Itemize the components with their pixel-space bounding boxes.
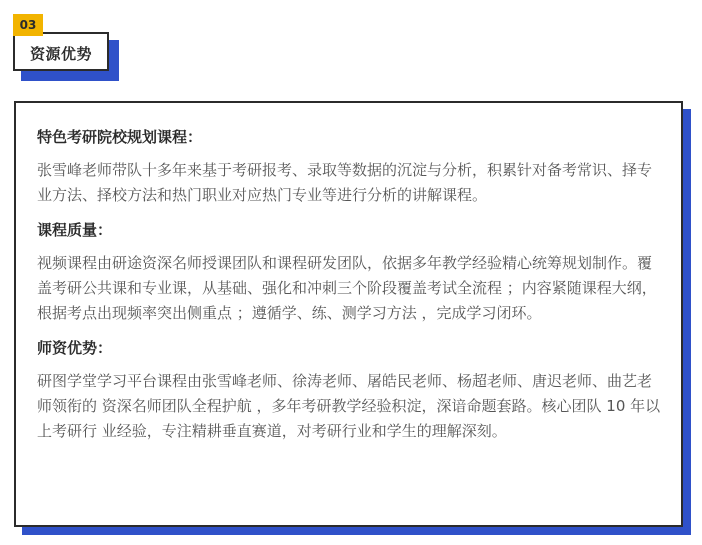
section-text-faculty: 研图学堂学习平台课程由张雪峰老师、徐涛老师、屠皓民老师、杨超老师、唐迟老师、曲艺老师领衔的 资深名师团队全程护航 ，多年考研教学经验积淀，深谙命题套路。核心团队 10 年以上考研行 业经验，专注精耕垂直赛道，对考研行业和学生的理解深刻。 xyxy=(37,372,661,440)
content-panel xyxy=(14,101,683,527)
section-heading-planning-course: 特色考研院校规划课程： xyxy=(37,128,203,146)
section-heading-faculty: 师资优势： xyxy=(37,339,113,357)
section-number-badge: 03 xyxy=(13,14,43,36)
section-tag-title: 资源优势 xyxy=(29,45,92,63)
section-text-course-quality: 视频课程由研途资深名师授课团队和课程研发团队，依据多年教学经验精心统筹规划制作。覆盖考研公共课和专业课，从基础、强化和冲刺三个阶段覆盖考试全流程 ；内容紧随课程大纲，根据考点出现频率突出侧重点 ；遵循学、练、测学习方法 ，完成学习闭环。 xyxy=(37,254,657,322)
section-tag xyxy=(13,32,109,71)
section-text-planning-course: 张雪峰老师带队十多年来基于考研报考、录取等数据的沉淀与分析，积累针对备考常识、择专业方法、择校方法和热门职业对应热门专业等进行分析的讲解课程。 xyxy=(37,161,653,204)
section-heading-course-quality: 课程质量： xyxy=(37,221,113,239)
